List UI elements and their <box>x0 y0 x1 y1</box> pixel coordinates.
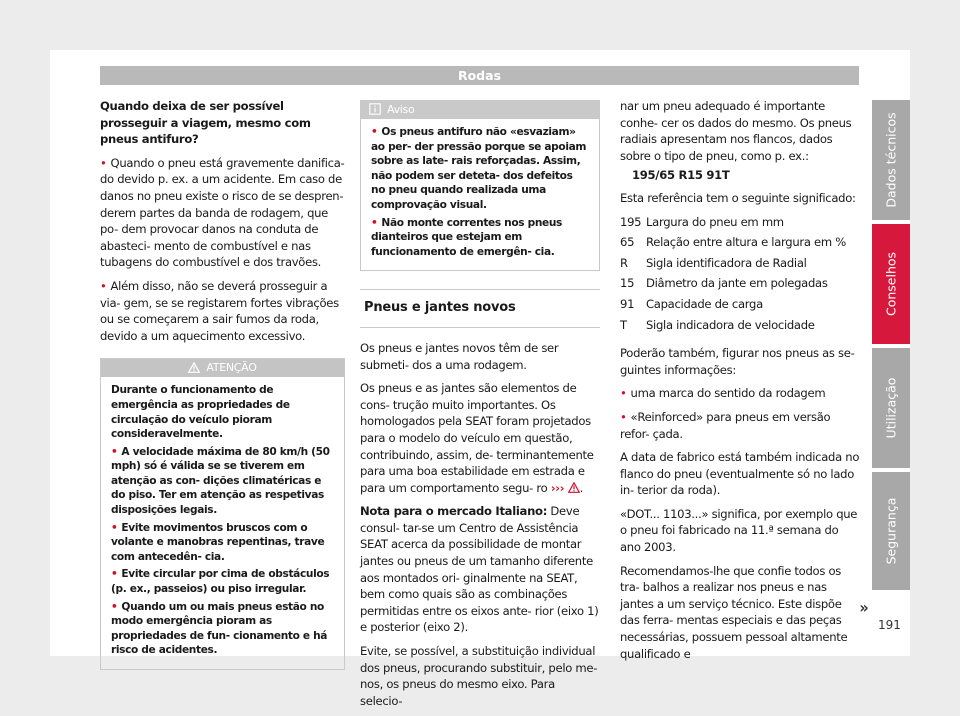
tab-dados-tecnicos[interactable]: Dados técnicos <box>872 100 910 220</box>
list-item: • Evite circular por cima de obstáculos (p. ex., passeios) ou piso irregular. <box>111 568 330 596</box>
list-item: • Além disso, não se deverá prosseguir a via- gem, se se registarem fortes vibrações ou se começarem a sair fumos da roda, devido a um aquecimento excessivo. <box>100 278 339 343</box>
paragraph: Recomendamos-lhe que confie todos os tra- balhos a realizar nos pneus e nas jantes a um serviço técnico. Este dispõe das ferra- mentas especiais e das peças necessárias, possuem pessoal altamente qualificado e <box>620 563 848 661</box>
list-item: • Quando um ou mais pneus estão no modo emergência pioram as propriedades de fun- cionamento e há risco de acidentes. <box>111 600 328 657</box>
paragraph: «DOT... 1103...» significa, por exemplo que o pneu foi fabricado na 11.ª semana do ano 2003. <box>620 506 858 555</box>
warning-triangle-icon <box>188 362 200 373</box>
paragraph: Esta referência tem o seguinte significado: <box>620 190 856 205</box>
info-icon <box>369 103 381 115</box>
subheading: Quando deixa de ser possível prosseguir a viagem, mesmo com pneus antifuro? <box>100 99 311 147</box>
bullet-icon: • <box>100 155 107 170</box>
table-row: 91 Capacidade de carga <box>620 296 763 311</box>
bullet-icon: • <box>100 278 107 293</box>
notice-header: Aviso <box>361 101 599 119</box>
table-row: T Sigla indicadora de velocidade <box>620 317 815 332</box>
warning-body <box>101 377 344 669</box>
warning-header: ATENÇÃO <box>101 359 344 377</box>
reference-link[interactable]: ››› <box>550 480 565 495</box>
column-right <box>620 98 860 669</box>
tab-utilizacao[interactable]: Utilização <box>872 348 910 468</box>
code-table <box>620 214 846 338</box>
paragraph: Evite, se possível, a substituição individual dos pneus, procurando substituir, pelo me- nos, os pneus do mesmo eixo. Para selecio- <box>360 644 598 708</box>
list-item: • Não monte correntes nos pneus dianteiros que estejam em funcionamento de emergên- cia. <box>371 216 562 258</box>
warning-box <box>100 358 345 670</box>
paragraph: Nota para o mercado Italiano: Deve consul- tar-se um Centro de Assistência SEAT acerca da possibilidade de montar jantes ou pneus de um tamanho diferente aos montados ori- ginalmente na SEAT, bem como quais são as combinações permitidas entre os eixos ante- rior (eixo 1) e posterior (eixo 2). <box>360 504 599 635</box>
paragraph: Poderão também, figurar nos pneus as se- guintes informações: <box>620 346 855 377</box>
list-item: • A velocidade máxima de 80 km/h (50 mph) só é válida se se tiverem em atenção as con- dições climatéricas e do piso. Ter em atenção as respetivas disposições legais. <box>111 445 330 517</box>
paragraph: Os pneus e as jantes são elementos de cons- trução muito importantes. Os homologados pela SEAT foram projetados para o modelo do veículo em questão, contribuindo, assim, de- terminantemente para uma boa estabilidade em estrada e para um comportamento segu- ro ››› . <box>360 381 594 495</box>
list-item: • Os pneus antifuro não «esvaziam» ao per- der pressão porque se apoiam sobre as late- rais reforçadas. Assim, não podem ser deteta- dos defeitos no pneu quando realizada uma comprovação visual. <box>371 126 587 211</box>
table-row: 65 Relação entre altura e largura em % <box>620 235 846 250</box>
paragraph: nar um pneu adequado é importante conhe- cer os dados do mesmo. Os pneus radiais apresentam nos flancos, dados sobre o tipo de pneu, como p. ex.: <box>620 99 852 163</box>
paragraph: Os pneus e jantes novos têm de ser submeti- dos a uma rodagem. <box>360 340 559 372</box>
tab-conselhos[interactable]: Conselhos <box>872 224 910 344</box>
page-title: Rodas <box>100 66 859 85</box>
table-row: R Sigla identificadora de Radial <box>620 255 807 270</box>
tab-seguranca[interactable]: Segurança <box>872 472 910 590</box>
page-number: 191 <box>878 618 901 632</box>
tire-spec: 195/65 R15 91T <box>632 168 730 183</box>
column-middle <box>360 100 600 716</box>
list-item: • Quando o pneu está gravemente danifica- do devido p. ex. a um acidente. Em caso de danos no pneu existe o risco de se despren- derem partes da banda de rodagem, que po- dem provocar danos na conduta de abasteci- mento de combustível e nas tubagens do combustível e dos travões. <box>100 155 345 270</box>
table-row: 195 Largura do pneu em mm <box>620 214 784 229</box>
table-row: 15 Diâmetro da jante em polegadas <box>620 276 828 291</box>
list-item: • «Reinforced» para pneus em versão refor- çada. <box>620 409 831 441</box>
warning-intro: Durante o funcionamento de emergência as propriedades de circulação do veículo pioram consideravelmente. <box>111 384 290 441</box>
notice-body <box>361 119 599 270</box>
paragraph: A data de fabrico está também indicada no flanco do pneu (eventualmente só no lado in- terior da roda). <box>620 450 860 498</box>
notice-box <box>360 100 600 271</box>
continue-arrow-icon: » <box>851 596 877 622</box>
list-item: • Evite movimentos bruscos com o volante e manobras repentinas, trave com antecedên- cia. <box>111 521 325 563</box>
warning-triangle-icon <box>568 482 580 493</box>
column-left <box>100 98 345 670</box>
section-title: Pneus e jantes novos <box>360 289 600 328</box>
list-item: • uma marca do sentido da rodagem <box>620 386 826 401</box>
